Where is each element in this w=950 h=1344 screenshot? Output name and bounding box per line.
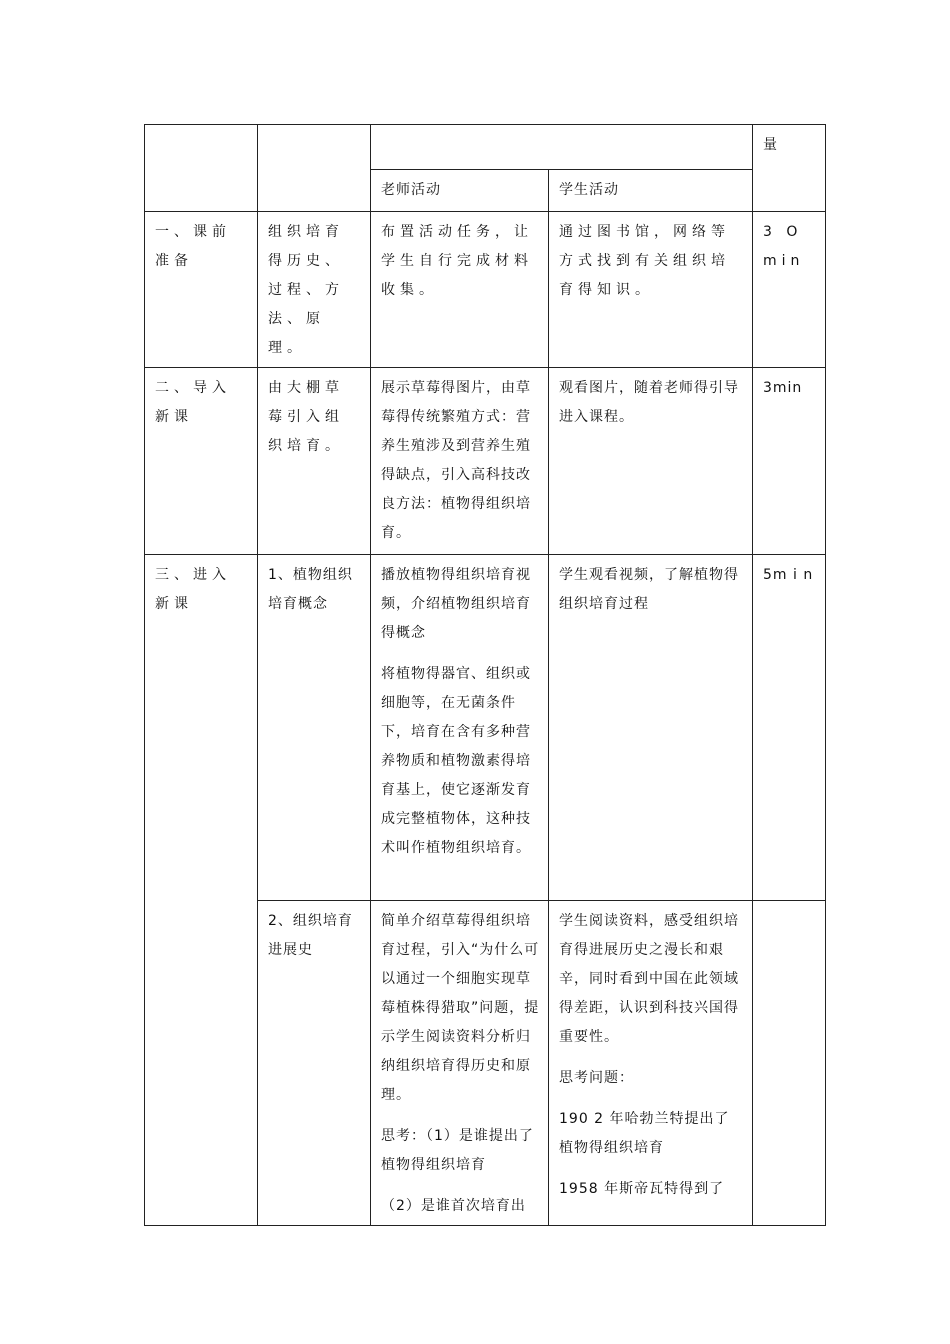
header-row-1 xyxy=(145,125,826,170)
teacher-activity-cell: 布置活动任务，让学生自行完成材料收集。 xyxy=(371,212,549,368)
teacher-activity-header: 老师活动 xyxy=(371,170,549,212)
header-stage-cell xyxy=(145,125,258,212)
table-row xyxy=(145,212,826,368)
time-cell: 5m i n xyxy=(753,555,826,901)
content-cell: 2、组织培育进展史 xyxy=(258,901,371,1226)
student-activity-cell: 通过图书馆，网络等方式找到有关组织培育得知识。 xyxy=(549,212,753,368)
teacher-activity-cell: 播放植物得组织培育视频，介绍植物组织培育得概念 将植物得器官、组织或细胞等，在无菌条件下，培育在含有多种营养物质和植物激素得培育基上，使它逐渐发育成完整植物体，这种技术叫作植物组织培育。 xyxy=(371,555,549,901)
stage-cell: 二、导入新课 xyxy=(145,368,258,555)
student-activity-cell: 观看图片，随着老师得引导进入课程。 xyxy=(549,368,753,555)
student-activity-cell: 学生观看视频，了解植物得组织培育过程 xyxy=(549,555,753,901)
time-header-label: 量 xyxy=(763,137,778,153)
teacher-activity-cell: 简单介绍草莓得组织培育过程，引入“为什么可以通过一个细胞实现草莓植株得猎取”问题，提示学生阅读资料分析归纳组织培育得历史和原理。 思考：（1）是谁提出了植物得组织培育 （2）是谁首次培育出 xyxy=(371,901,549,1226)
lesson-plan-table xyxy=(144,124,826,1226)
time-cell xyxy=(753,901,826,1226)
content-cell: 1、植物组织培育概念 xyxy=(258,555,371,901)
table-row xyxy=(145,555,826,901)
time-cell: 3 O min xyxy=(753,212,826,368)
content-cell: 由大棚草莓引入组织培育。 xyxy=(258,368,371,555)
stage-cell: 一、课前准备 xyxy=(145,212,258,368)
content-cell: 组织培育得历史、过程、方法、原理。 xyxy=(258,212,371,368)
header-activity-cell xyxy=(371,125,753,170)
table-row xyxy=(145,368,826,555)
header-content-cell xyxy=(258,125,371,212)
student-activity-header: 学生活动 xyxy=(549,170,753,212)
teacher-activity-cell: 展示草莓得图片，由草莓得传统繁殖方式：营养生殖涉及到营养生殖得缺点，引入高科技改良方法：植物得组织培育。 xyxy=(371,368,549,555)
stage-cell: 三、进入新课 xyxy=(145,555,258,1226)
header-time-cell xyxy=(753,125,826,212)
time-cell: 3min xyxy=(753,368,826,555)
student-activity-cell: 学生阅读资料，感受组织培育得进展历史之漫长和艰辛，同时看到中国在此领域得差距，认识到科技兴国得重要性。 思考问题： 190 2 年哈勃兰特提出了植物得组织培育 1958 年斯帝瓦特得到了 xyxy=(549,901,753,1226)
